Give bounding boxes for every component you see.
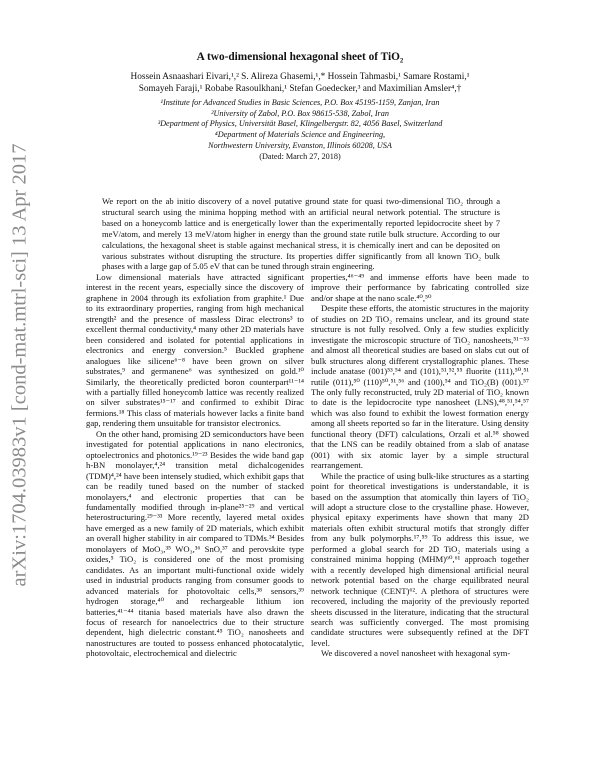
authors-line: Somayeh Faraji,¹ Robabe Rasoulkhani,¹ Stefan Goedecker,³ and Maximilian Amsler⁴,†: [138, 83, 462, 94]
affiliation: ⁴Department of Materials Science and Engineering,: [214, 130, 386, 140]
arxiv-sidebar-stamp: [6, 143, 34, 587]
affiliation: ¹Institute for Advanced Studies in Basic Sciences, P.O. Box 45195-1159, Zanjan, Iran: [160, 98, 440, 107]
affiliation: ³Department of Physics, Universität Basel, Klingelbergstr. 82, 4056 Basel, Switzerland: [157, 119, 443, 129]
body-paragraph: On the other hand, promising 2D semiconductors have been investigated for potential applications in nano electronics, optoelectronics and photonics.¹⁹⁻²³ Besides the wide band gap h-BN monolayer,⁴,²⁴ transition metal dichalcogenides (TDM)⁴,²⁴ have been intensely studied, which exhibit gaps that can be readily tuned based on the number of stacked monolayers,⁴ and electronic properties that can be fundamentally modified through in-plane²⁵⁻²⁹ and vertical heterostructuring.²⁹⁻³³ More recently, layered metal oxides have emerged as a new family of 2D materials, which exhibit an overall higher stability in air compared to TDMs.³⁴ Besides monolayers of MoO₃,³⁵ WO₃,³⁶ SnO,³⁷ and perovskite type oxides,⁵ TiO₂ is considered one of the most promising candidates. As an important multi-functional oxide widely used in industrial products ranging from consumer goods to advanced materials for photovoltaic cells,³⁸ sensors,³⁹ hydrogen storage,⁴⁰ and rechargeable lithium ion batteries,⁴¹⁻⁴⁴ titania based materials have also drawn the focus of research for nanoelectrics due to their structure dependent, high dielectric constant.⁴⁵ TiO₂ nanosheets and nanostructures are touted to possess enhanced photocatalytic, photovoltaic, electrochemical and dielectric: [86, 428, 304, 659]
affiliation: Northwestern University, Evanston, Illinois 60208, USA: [208, 140, 392, 150]
date-line: (Dated: March 27, 2018): [259, 151, 341, 161]
body-paragraph: properties,⁴⁶⁻⁴⁹ and immense efforts have been made to improve their performance by fabricating controlled size and/or shape at the nano scale.⁴⁰,⁵⁰: [311, 272, 529, 303]
body-paragraph: Despite these efforts, the atomistic structures in the majority of studies on 2D TiO₂ remains unclear, and its ground state structure is not fully resolved. Only a few studies explicitly investigate the microscopic structure of TiO₂ nanosheets,⁵¹⁻⁵³ and almost all theoretical studies are based on slabs cut out of bulk structures along different crystallographic planes. These include anatase (001)⁵³,⁵⁴ and (101),⁵¹,⁵²,⁵⁵ fluorite (111),⁵⁰,⁵¹ rutile (011),⁵⁰ (110)⁵⁰,⁵¹,⁵⁶ and (100),⁵⁴ and TiO₂(B) (001).⁵⁷ The only fully reconstructed, truly 2D material of TiO₂ known to date is the lepidocrocite type nanosheet (LNS),⁴⁸,⁵¹,⁵⁴,⁵⁷ which was also found to exhibit the lowest formation energy among all sheets reported so far in the literature. Using density functional theory (DFT) calculations, Orzali et al.⁵⁸ showed that the LNS can be readily obtained from a slab of anatase (001) with six atomic layer by a simple structural rearrangement.: [311, 303, 529, 471]
paper-title: A two-dimensional hexagonal sheet of TiO₂: [196, 51, 404, 63]
left-column: [86, 272, 304, 659]
body-paragraph: Low dimensional materials have attracted significant interest in the recent years, especially since the discovery of graphene in 2004 through its exfoliation from graphite.¹ Due to its extraordinary properties, ranging from high mechanical strength² and the presence of massless Dirac electrons³ to excellent thermal conductivity,⁴ many other 2D materials have been considered and isolated for potential applications in electronics and energy conversion.⁵ Buckled graphene analogues like silicene⁶⁻⁸ have been grown on silver substrates,⁹ and germanene⁶ was synthesized on gold.¹⁰ Similarly, the theoretically predicted boron counterpart¹¹⁻¹⁴ with a partially filled honeycomb lattice was recently realized on silver substrates¹⁵⁻¹⁷ and confirmed to exhibit Dirac fermions.¹⁸ This class of materials however lacks a finite band gap, rendering them unsuitable for transistor electronics.: [86, 272, 304, 429]
arxiv-id: arXiv:1704.03983v1 [cond-mat.mtrl-sci] 13 Apr 2017: [8, 143, 31, 587]
body-paragraph: We discovered a novel nanosheet with hexagonal sym-: [321, 648, 511, 659]
abstract: We report on the ab initio discovery of a novel putative ground state for quasi two-dimensional TiO₂ through a structural search using the minima hopping method with an artificial neural network potential. The structure is based on a honeycomb lattice and is energetically lower than the experimentally reported lepidocrocite sheet by 7 meV/atom, and merely 13 meV/atom higher in energy than the ground state rutile bulk structure. According to our calculations, the hexagonal sheet is stable against mechanical stress, it is chemically inert and can be deposited on various substrates without disrupting the structure. Its properties differ significantly from all known TiO₂ bulk phases with a large gap of 5.05 eV that can be tuned through strain engineering.: [102, 196, 500, 272]
authors-line: Hossein Asnaashari Eivari,¹,² S. Alireza Ghasemi,¹,* Hossein Tahmasbi,¹ Samare Rostami,¹: [130, 72, 470, 82]
author-list: [72, 72, 528, 95]
affiliations: [72, 98, 528, 162]
affiliation: ²University of Zabol, P.O. Box 98615-538, Zabol, Iran: [211, 108, 389, 118]
body-paragraph: While the practice of using bulk-like structures as a starting point for theoretical investigations is understandable, it is based on the assumption that atomically thin layers of TiO₂ will adopt a structure close to the crystalline phase. However, physical epitaxy experiments have shown that many 2D materials often exhibit structural motifs that strongly differ from any bulk polymorphs.¹⁷,⁵⁹ To address this issue, we performed a global search for 2D TiO₂ materials using a constrained minima hopping (MHM)⁶⁰,⁶¹ approach together with a recently developed high dimensional artificial neural network potential based on the charge equilibrated neural network technique (CENT)⁶². A plethora of structures were recovered, including the majority of the previously reported sheets discussed in the literature, indicating that the structural search was sufficiently converged. The most promising candidate structures were subsequently refined at the DFT level.: [311, 470, 529, 648]
right-column: [311, 272, 529, 659]
